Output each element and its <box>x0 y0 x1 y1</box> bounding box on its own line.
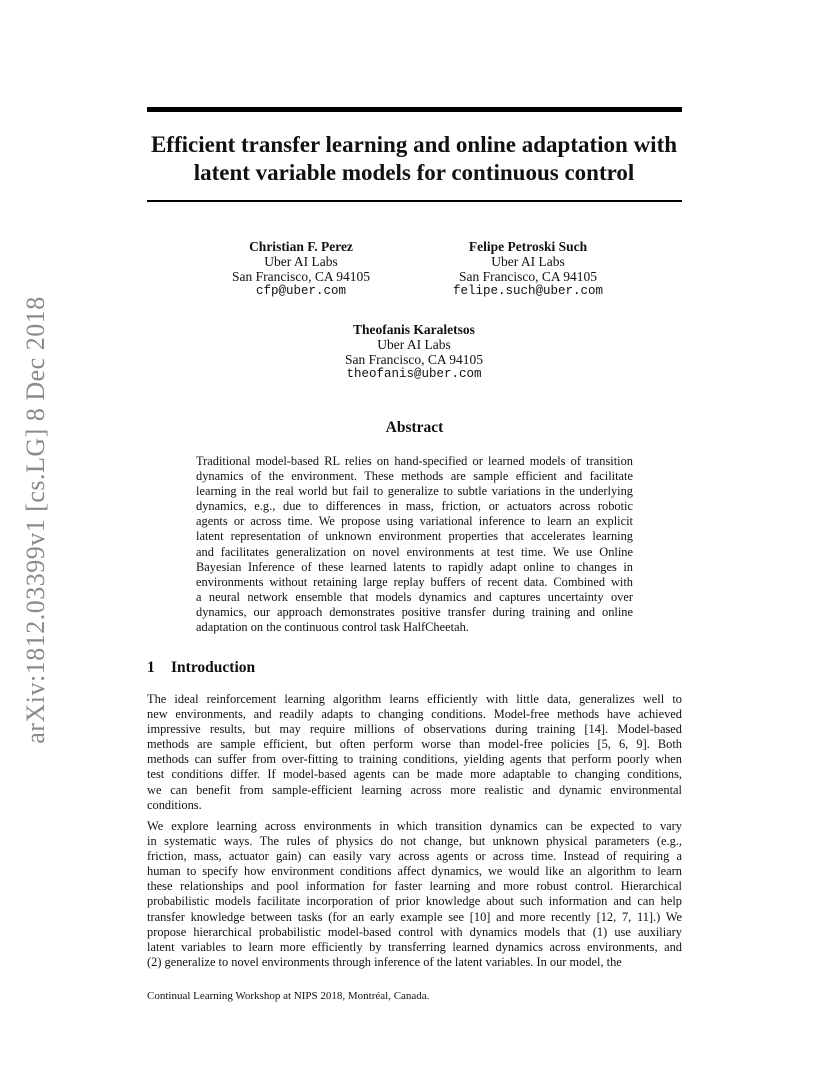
paragraph-line: The ideal reinforcement learning algorithm learns efficiently with little data, generalizes well to <box>147 692 682 706</box>
paragraph-line: test conditions differ. If model-based agents can be made more adaptable to changing conditions, <box>147 767 682 782</box>
paragraph-line: conditions. <box>147 797 202 812</box>
paragraph-line: We explore learning across environments in which transition dynamics can be expected to vary <box>147 819 682 833</box>
author-email[interactable]: cfp@uber.com <box>255 284 346 298</box>
abstract-line: learning in the real world but fail to generalize to subtle variations in the underlying <box>196 484 633 499</box>
author-affiliation: Uber AI Labs <box>264 254 338 269</box>
intro-paragraph-2 <box>147 819 682 970</box>
author-location: San Francisco, CA 94105 <box>459 269 597 284</box>
paragraph-line: these relationships and pool information for faster learning and more robust control. Hierarchical <box>147 879 682 894</box>
abstract-line: adaptation on the continuous control task HalfCheetah. <box>196 620 469 635</box>
arxiv-stamp: arXiv:1812.03399v1 [cs.LG] 8 Dec 2018 <box>21 296 50 744</box>
paragraph-line: friction, mass, actuator gain) can easily vary across agents or across time. Instead of requiring a <box>147 849 682 864</box>
paragraph-line: propose hierarchical probabilistic model-based control with dynamics models that (1) use auxiliary <box>147 924 682 939</box>
abstract-line: a neural network ensemble that models dynamics and captures uncertainty over <box>196 589 633 604</box>
paragraph-line: we can benefit from sample-efficient learning across more realistic and dynamic environmental <box>147 782 682 797</box>
author-block-1 <box>196 239 406 299</box>
title-line-2: latent variable models for continuous control <box>193 160 635 185</box>
author-name: Christian F. Perez <box>249 239 353 254</box>
title-top-rule <box>147 107 682 112</box>
author-block-3 <box>300 322 528 382</box>
paragraph-line: methods can suffer from over-fitting to training conditions, yielding agents that perform poorly when <box>147 752 682 767</box>
abstract-heading: Abstract <box>385 419 444 436</box>
section-heading <box>147 659 255 677</box>
venue-footer: Continual Learning Workshop at NIPS 2018, Montréal, Canada. <box>147 990 430 1002</box>
paragraph-line: (2) generalize to novel environments through inference of the latent variables. In our model, the <box>147 954 622 969</box>
author-name: Theofanis Karaletsos <box>353 322 475 337</box>
paragraph-line: latent variables to learn more efficiently by transferring learned dynamics across environments, and <box>147 939 682 954</box>
abstract-line: Traditional model-based RL relies on hand-specified or learned models of transition <box>196 454 633 468</box>
paragraph-line: methods are sample efficient, but often perform worse than model-free policies [5, 6, 9]. Both <box>147 737 682 752</box>
paragraph-line: new environments, and readily adapts to changing conditions. Model-free methods have achieved <box>147 707 682 722</box>
intro-paragraph-1 <box>147 692 682 813</box>
paragraph-line: in systematic ways. The rules of physics do not change, but unknown physical parameters (e.g., <box>147 834 682 849</box>
author-affiliation: Uber AI Labs <box>491 254 565 269</box>
abstract-line: and facilitates generalization on novel environments at test time. We use Online <box>196 544 633 559</box>
author-location: San Francisco, CA 94105 <box>232 269 370 284</box>
abstract-line: latent representation of unknown environment properties that accelerates learning <box>196 529 633 544</box>
paragraph-line: human to specify how environment conditions affect dynamics, we would like an algorithm to learn <box>147 864 682 879</box>
paragraph-line: transfer knowledge between tasks (for an early example see [10] and more recently [12, 7, 11].) We <box>147 909 682 924</box>
abstract-line: dynamics, e.g., due to differences in mass, friction, or actuators across robotic <box>196 499 633 514</box>
paragraph-line: impressive results, but may require millions of observations during training [14]. Model-based <box>147 722 682 737</box>
title-line-1: Efficient transfer learning and online adaptation with <box>150 132 678 157</box>
abstract-line: dynamics, our approach demonstrates positive transfer during training and online <box>196 604 633 619</box>
author-location: San Francisco, CA 94105 <box>345 352 483 367</box>
abstract-line: dynamics of the environment. These methods are sample efficient and facilitate <box>196 469 633 484</box>
paper-title <box>120 131 708 187</box>
abstract-line: environments without retaining large replay buffers of recent data. Combined with <box>196 574 633 589</box>
author-affiliation: Uber AI Labs <box>377 337 451 352</box>
abstract-line: Bayesian Inference of these learned latents to rapidly adapt online to changes in <box>196 559 633 574</box>
author-block-2 <box>418 239 638 299</box>
author-email[interactable]: felipe.such@uber.com <box>452 284 604 298</box>
paragraph-line: probabilistic models facilitate incorporation of prior knowledge about such information and can help <box>147 894 682 909</box>
abstract-body <box>196 454 633 635</box>
author-name: Felipe Petroski Such <box>468 239 588 254</box>
section-number: 1 <box>147 659 155 676</box>
title-bottom-rule <box>147 200 682 202</box>
section-title: Introduction <box>171 659 256 676</box>
abstract-line: agents or across time. We propose using variational inference to learn an explicit <box>196 514 633 529</box>
author-email[interactable]: theofanis@uber.com <box>346 367 482 381</box>
